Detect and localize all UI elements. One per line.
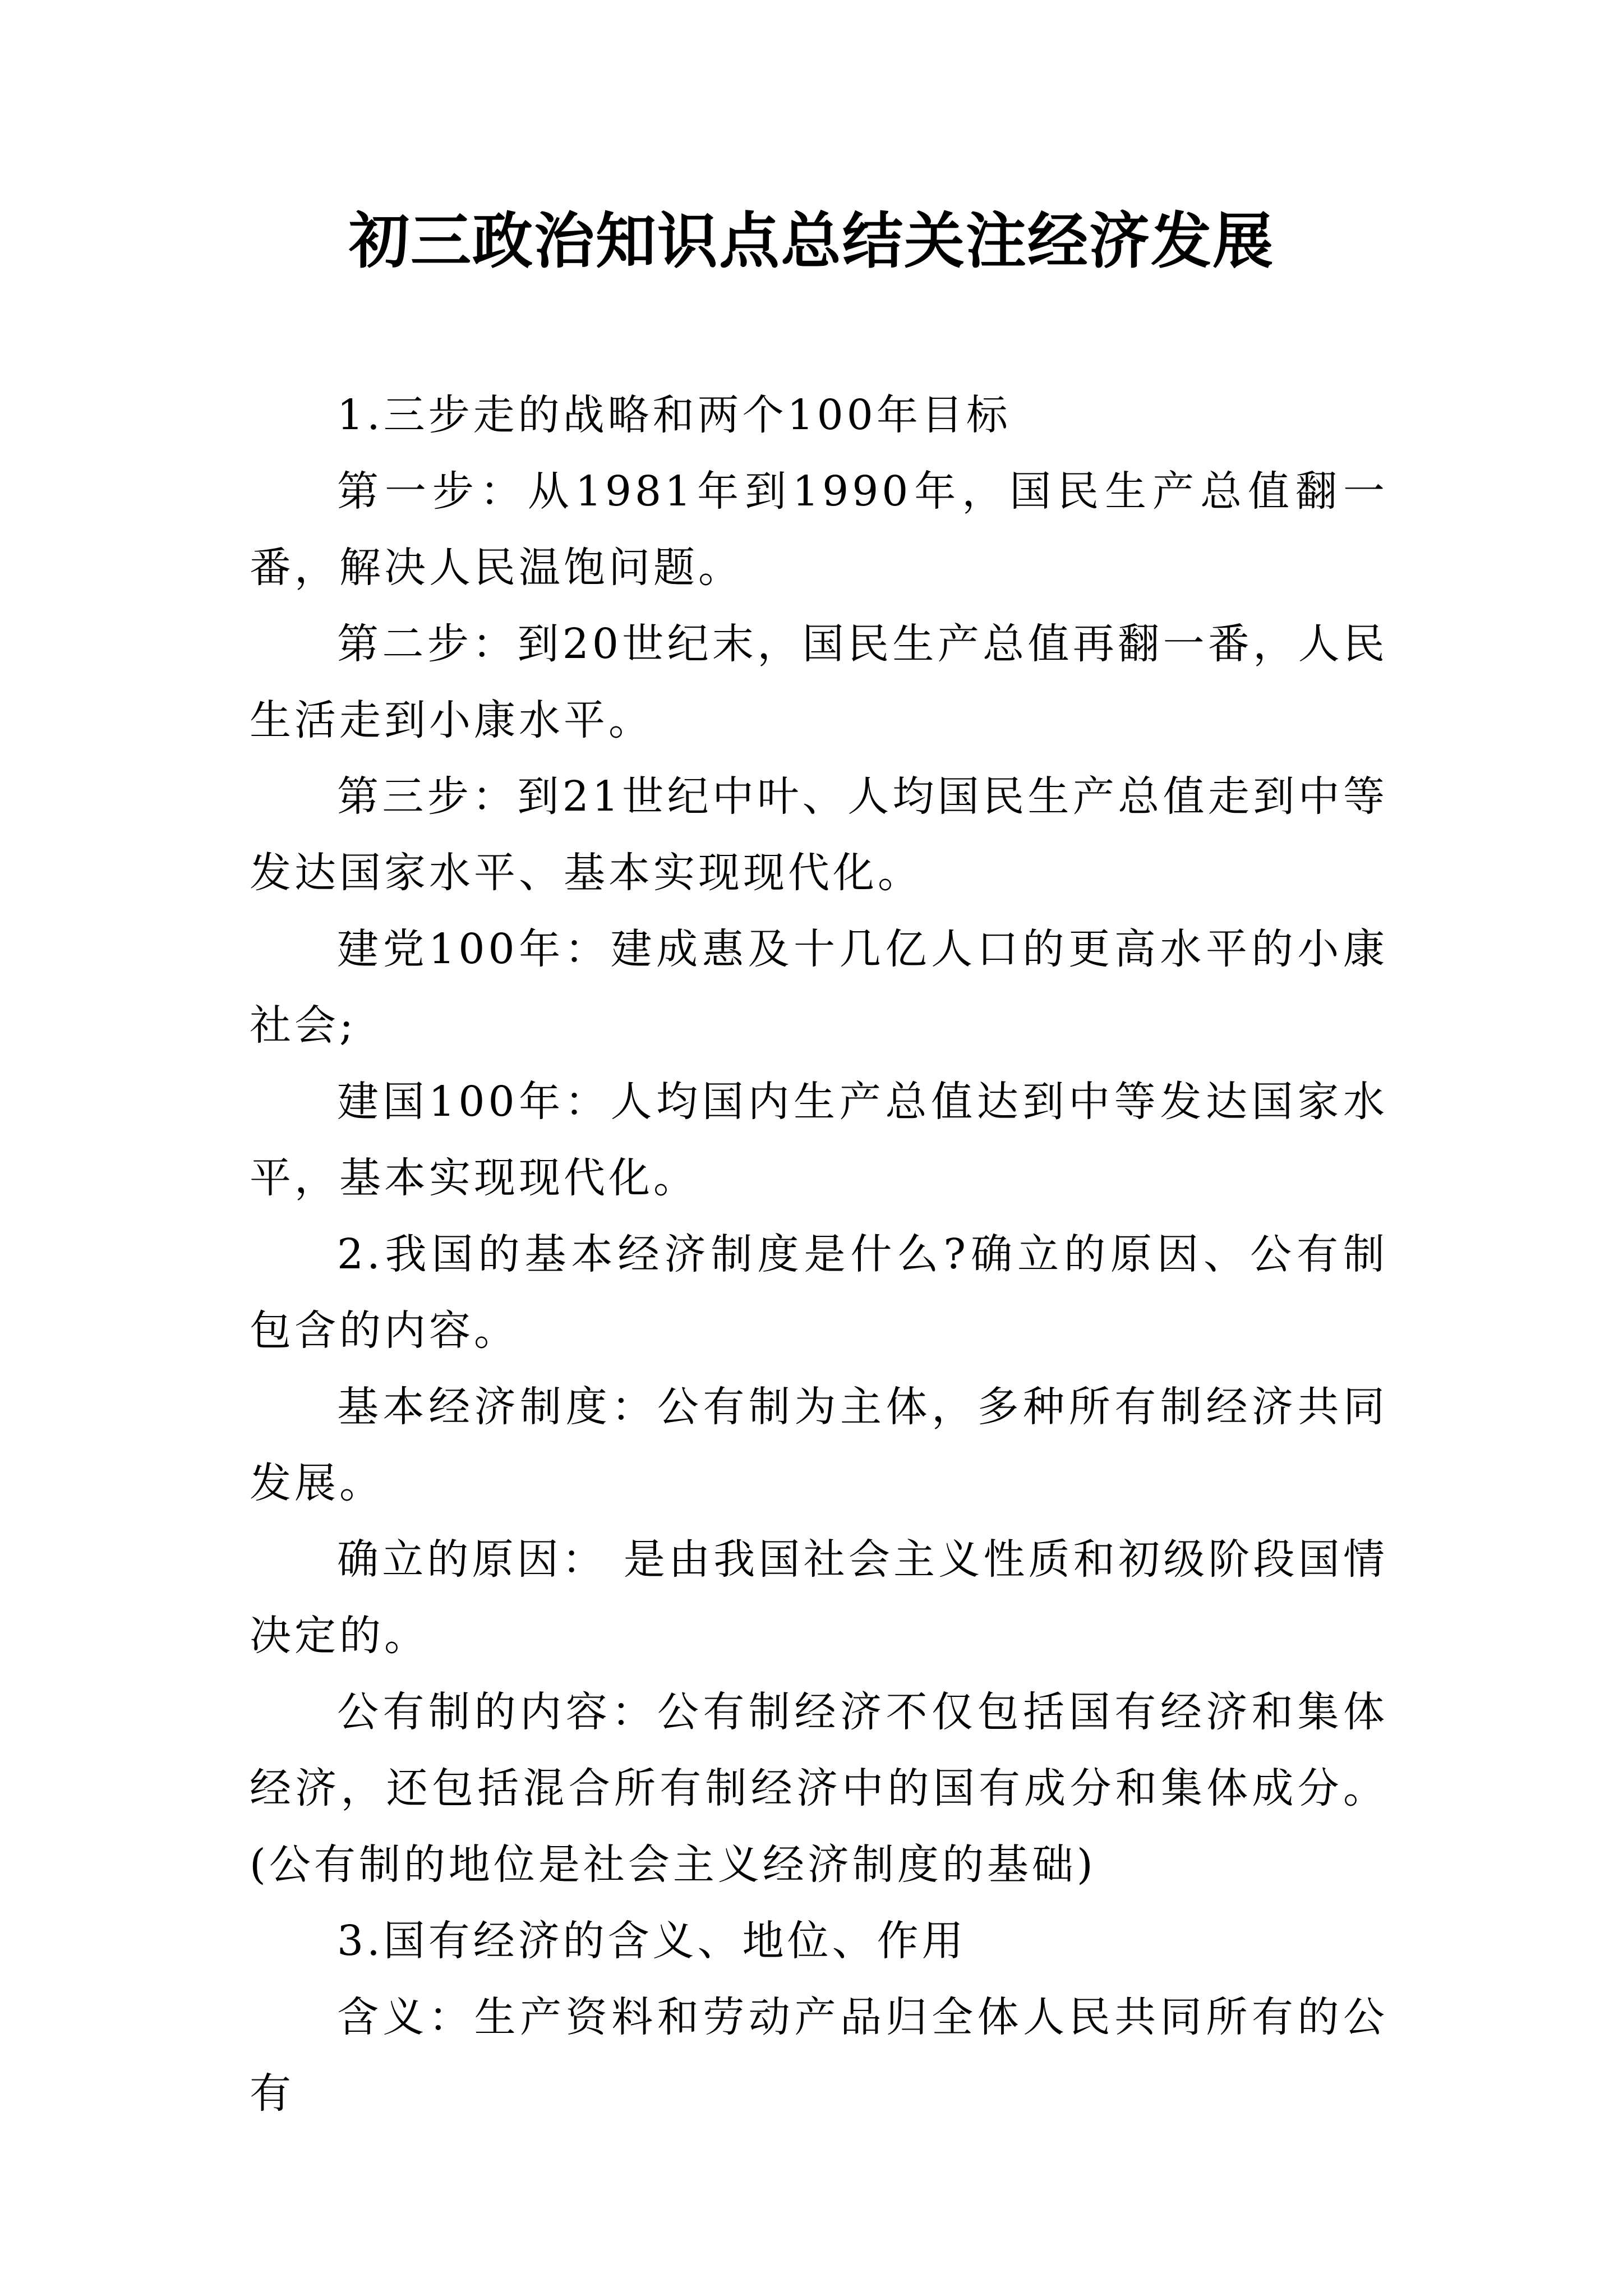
paragraph-public-ownership-content: 公有制的内容：公有制经济不仅包括国有经济和集体经济，还包括混合所有制经济中的国有成分和集体成分。(公有制的地位是社会主义经济制度的基础) — [250, 1688, 1388, 1889]
paragraph-basic-economic-system: 基本经济制度：公有制为主体，多种所有制经济共同发展。 — [250, 1383, 1388, 1507]
document-body — [250, 377, 1388, 2132]
paragraph-step-one: 第一步：从1981年到1990年，国民生产总值翻一番，解决人民温饱问题。 — [250, 467, 1388, 592]
paragraph-section-3-heading: 3.国有经济的含义、地位、作用 — [337, 1917, 967, 1965]
paragraph-state-centenary: 建国100年：人均国内生产总值达到中等发达国家水平，基本实现现代化。 — [250, 1078, 1388, 1202]
paragraph-step-three: 第三步：到21世纪中叶、人均国民生产总值走到中等发达国家水平、基本实现现代化。 — [250, 772, 1388, 897]
paragraph-definition: 含义：生产资料和劳动产品归全体人民共同所有的公有 — [250, 1993, 1388, 2118]
paragraph-step-two: 第二步：到20世纪末，国民生产总值再翻一番，人民生活走到小康水平。 — [250, 620, 1388, 744]
paragraph-reason: 确立的原因： 是由我国社会主义性质和初级阶段国情决定的。 — [250, 1535, 1388, 1660]
paragraph-section-1-heading: 1.三步走的战略和两个100年目标 — [337, 391, 1011, 439]
paragraph-section-2-heading: 2.我国的基本经济制度是什么?确立的原因、公有制包含的内容。 — [250, 1230, 1388, 1355]
paragraph-party-centenary: 建党100年：建成惠及十几亿人口的更高水平的小康社会; — [250, 925, 1388, 1050]
document-title: 初三政治知识点总结关注经济发展 — [348, 206, 1274, 277]
